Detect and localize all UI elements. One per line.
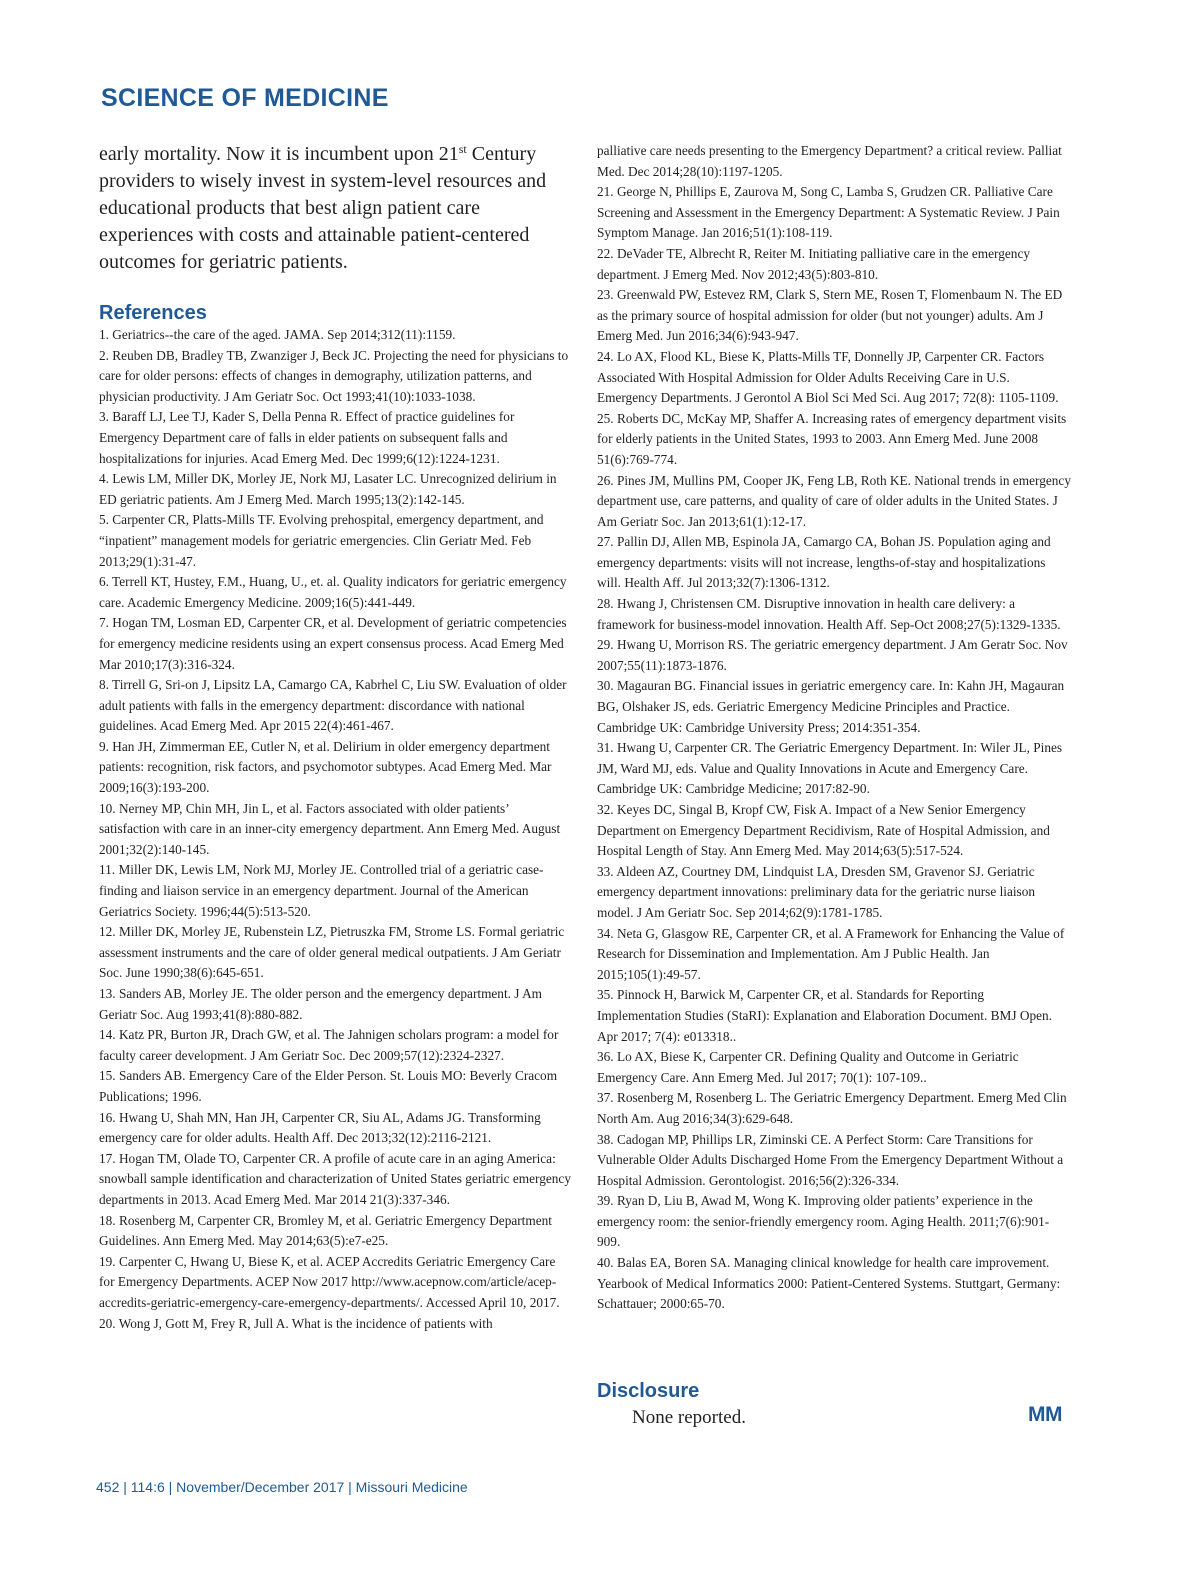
references-left-column xyxy=(99,325,571,1334)
reference-item: 21. George N, Phillips E, Zaurova M, Song C, Lamba S, Grudzen CR. Palliative Care Screening and Assessment in the Emergency Department: A Systematic Review. J Pain Symptom Manage. Jan 2016;51(1):108-119. xyxy=(597,184,1060,241)
reference-item: 3. Baraff LJ, Lee TJ, Kader S, Della Penna R. Effect of practice guidelines for Emergency Department care of falls in elder patients on subsequent falls and hospitalizations for injuries. Acad Emerg Med. Dec 1999;6(12):1224-1231. xyxy=(99,409,515,466)
reference-item: 15. Sanders AB. Emergency Care of the Elder Person. St. Louis MO: Beverly Cracom Publications; 1996. xyxy=(99,1068,558,1104)
reference-item: 8. Tirrell G, Sri-on J, Lipsitz LA, Camargo CA, Kabrhel C, Liu SW. Evaluation of older adult patients with falls in the emergency department: discordance with national guidelines. Acad Emerg Med. Apr 2015 22(4):461-467. xyxy=(99,677,567,734)
reference-item: 13. Sanders AB, Morley JE. The older person and the emergency department. J Am Geriatr Soc. Aug 1993;41(8):880-882. xyxy=(99,986,543,1022)
reference-item: 28. Hwang J, Christensen CM. Disruptive innovation in health care delivery: a framework for business-model innovation. Health Aff. Sep-Oct 2008;27(5):1329-1335. xyxy=(597,596,1061,632)
reference-item: 31. Hwang U, Carpenter CR. The Geriatric Emergency Department. In: Wiler JL, Pines JM, Ward MJ, eds. Value and Quality Innovations in Acute and Emergency Care. Cambridge UK: Cambridge Medicine; 2017:82-90. xyxy=(597,740,1063,797)
reference-item: 19. Carpenter C, Hwang U, Biese K, et al. ACEP Accredits Geriatric Emergency Care for Emergency Departments. ACEP Now 2017 http://www.acepnow.com/article/acep-accredits-geriatric-emergency-care-emergency-departments/. Accessed April 10, 2017. xyxy=(99,1253,560,1310)
section-title: SCIENCE OF MEDICINE xyxy=(101,84,389,112)
intro-superscript: st xyxy=(458,142,467,156)
reference-item: 20. Wong J, Gott M, Frey R, Jull A. What is the incidence of patients with xyxy=(99,1315,493,1331)
intro-paragraph xyxy=(99,141,569,276)
reference-item: 5. Carpenter CR, Platts-Mills TF. Evolving prehospital, emergency department, and “inpatient” management models for geriatric emergencies. Clin Geriatr Med. Feb 2013;29(1):31-47. xyxy=(99,512,544,569)
reference-item: 12. Miller DK, Morley JE, Rubenstein LZ, Pietruszka FM, Strome LS. Formal geriatric assessment instruments and the care of older general medical outpatients. J Am Geriatr Soc. June 1990;38(6):645-651. xyxy=(99,924,565,981)
disclosure-text: None reported. xyxy=(632,1407,746,1428)
reference-item: 11. Miller DK, Lewis LM, Nork MJ, Morley JE. Controlled trial of a geriatric case-finding and liaison service in an emergency department. Journal of the American Geriatrics Society. 1996;44(5):513-520. xyxy=(99,862,544,919)
reference-item: 6. Terrell KT, Hustey, F.M., Huang, U., et. al. Quality indicators for geriatric emergency care. Academic Emergency Medicine. 2009;16(5):441-449. xyxy=(99,574,567,610)
intro-text-end: Century providers to wisely invest in system-level resources and educational products that best align patient care experiences with costs and attainable patient-centered outcomes for geriatric patients. xyxy=(99,143,547,273)
reference-item: 35. Pinnock H, Barwick M, Carpenter CR, et al. Standards for Reporting Implementation Studies (StaRI): Explanation and Elaboration Document. BMJ Open. Apr 2017; 7(4): e013318.. xyxy=(597,987,1052,1044)
reference-item: 10. Nerney MP, Chin MH, Jin L, et al. Factors associated with older patients’ satisfaction with care in an inner-city emergency department. Ann Emerg Med. August 2001;32(2):140-145. xyxy=(99,800,561,857)
reference-item: 34. Neta G, Glasgow RE, Carpenter CR, et al. A Framework for Enhancing the Value of Research for Dissemination and Implementation. Am J Public Health. Jan 2015;105(1):49-57. xyxy=(597,925,1065,982)
reference-item: 14. Katz PR, Burton JR, Drach GW, et al. The Jahnigen scholars program: a model for faculty career development. J Am Geriatr Soc. Dec 2009;57(12):2324-2327. xyxy=(99,1027,559,1063)
reference-item: 16. Hwang U, Shah MN, Han JH, Carpenter CR, Siu AL, Adams JG. Transforming emergency care for older adults. Health Aff. Dec 2013;32(12):2116-2121. xyxy=(99,1109,541,1146)
disclosure-heading: Disclosure xyxy=(597,1380,700,1402)
intro-text-start: early mortality. Now it is incumbent upon 21 xyxy=(99,143,459,165)
reference-item: 2. Reuben DB, Bradley TB, Zwanziger J, Beck JC. Projecting the need for physicians to care for older persons: effects of changes in demography, utilization patterns, and physician productivity. J Am Geriatr Soc. Oct 1993;41(10):1033-1038. xyxy=(99,347,569,404)
reference-item: 38. Cadogan MP, Phillips LR, Ziminski CE. A Perfect Storm: Care Transitions for Vulnerable Older Adults Discharged Home From the Emergency Department Without a Hospital Admission. Gerontologist. 2016;56(2):326-334. xyxy=(597,1131,1064,1188)
reference-item: 23. Greenwald PW, Estevez RM, Clark S, Stern ME, Rosen T, Flomenbaum N. The ED as the primary source of hospital admission for older (but not younger) adults. Am J Emerg Med. Jun 2016;34(6):943-947. xyxy=(597,287,1063,344)
reference-item: 27. Pallin DJ, Allen MB, Espinola JA, Camargo CA, Bohan JS. Population aging and emergency departments: visits will not increase, lengths-of-stay and hospitalizations will. Health Aff. Jul 2013;32(7):1306-1312. xyxy=(597,534,1051,591)
references-heading: References xyxy=(99,302,207,324)
reference-item: 18. Rosenberg M, Carpenter CR, Bromley M, et al. Geriatric Emergency Department Guidelines. Ann Emerg Med. May 2014;63(5):e7-e25. xyxy=(99,1212,552,1249)
reference-item: 17. Hogan TM, Olade TO, Carpenter CR. A profile of acute care in an aging America: snowball sample identification and characterization of United States geriatric emergency departments in 2013. Acad Emerg Med. Mar 2014 21(3):337-346. xyxy=(99,1150,571,1207)
reference-item: 22. DeVader TE, Albrecht R, Reiter M. Initiating palliative care in the emergency department. J Emerg Med. Nov 2012;43(5):803-810. xyxy=(597,245,1030,282)
reference-item: 7. Hogan TM, Losman ED, Carpenter CR, et al. Development of geriatric competencies for emergency medicine residents using an expert consensus process. Acad Emerg Med Mar 2010;17(3):316-324. xyxy=(99,615,567,672)
reference-item: 26. Pines JM, Mullins PM, Cooper JK, Feng LB, Roth KE. National trends in emergency department use, care patterns, and quality of care of older adults in the United States. J Am Geriatr Soc. Jan 2013;61(1):12-17. xyxy=(597,472,1071,529)
reference-item: 25. Roberts DC, McKay MP, Shaffer A. Increasing rates of emergency department visits for elderly patients in the United States, 1993 to 2003. Ann Emerg Med. June 2008 51(6):769-774. xyxy=(597,410,1067,467)
reference-item: 36. Lo AX, Biese K, Carpenter CR. Defining Quality and Outcome in Geriatric Emergency Care. Ann Emerg Med. Jul 2017; 70(1): 107-109.. xyxy=(597,1049,1019,1085)
reference-item: 33. Aldeen AZ, Courtney DM, Lindquist LA, Dresden SM, Gravenor SJ. Geriatric emergency department innovations: preliminary data for the geriatric nurse liaison model. J Am Geriatr Soc. Sep 2014;62(9):1781-1785. xyxy=(597,863,1036,920)
reference-item: palliative care needs presenting to the Emergency Department? a critical review. Palliat Med. Dec 2014;28(10):1197-1205. xyxy=(597,143,1062,179)
reference-item: 4. Lewis LM, Miller DK, Morley JE, Nork MJ, Lasater LC. Unrecognized delirium in ED geriatric patients. Am J Emerg Med. March 1995;13(2):142-145. xyxy=(99,471,557,507)
missouri-medicine-logo: MM xyxy=(1028,1403,1062,1426)
reference-item: 9. Han JH, Zimmerman EE, Cutler N, et al. Delirium in older emergency department patients: recognition, risk factors, and psychomotor subtypes. Acad Emerg Med. Mar 2009;16(3):193-200. xyxy=(99,738,552,796)
references-right-column xyxy=(597,141,1071,1315)
reference-item: 30. Magauran BG. Financial issues in geriatric emergency care. In: Kahn JH, Magauran BG, Olshaker JS, eds. Geriatric Emergency Medicine Principles and Practice. Cambridge UK: Cambridge University Press; 2014:351-354. xyxy=(597,678,1065,735)
reference-item: 32. Keyes DC, Singal B, Kropf CW, Fisk A. Impact of a New Senior Emergency Department on Emergency Department Recidivism, Rate of Hospital Admission, and Hospital Length of Stay. Ann Emerg Med. May 2014;63(5):517-524. xyxy=(597,802,1050,859)
reference-item: 24. Lo AX, Flood KL, Biese K, Platts-Mills TF, Donnelly JP, Carpenter CR. Factors Associated With Hospital Admission for Older Adults Receiving Care in U.S. Emergency Departments. J Gerontol A Biol Sci Med Sci. Aug 2017; 72(8): 1105-1109. xyxy=(597,348,1059,406)
reference-item: 1. Geriatrics--the care of the aged. JAMA. Sep 2014;312(11):1159. xyxy=(99,327,456,342)
reference-item: 39. Ryan D, Liu B, Awad M, Wong K. Improving older patients’ experience in the emergency room: the senior-friendly emergency room. Aging Health. 2011;7(6):901-909. xyxy=(597,1193,1050,1250)
reference-item: 29. Hwang U, Morrison RS. The geriatric emergency department. J Am Geratr Soc. Nov 2007;55(11):1873-1876. xyxy=(597,637,1068,673)
reference-item: 40. Balas EA, Boren SA. Managing clinical knowledge for health care improvement. Yearbook of Medical Informatics 2000: Patient-Centered Systems. Stuttgart, Germany: Schattauer; 2000:65-70. xyxy=(597,1255,1061,1312)
reference-item: 37. Rosenberg M, Rosenberg L. The Geriatric Emergency Department. Emerg Med Clin North Am. Aug 2016;34(3):629-648. xyxy=(597,1090,1067,1126)
page-footer: 452 | 114:6 | November/December 2017 | Missouri Medicine xyxy=(96,1479,468,1495)
